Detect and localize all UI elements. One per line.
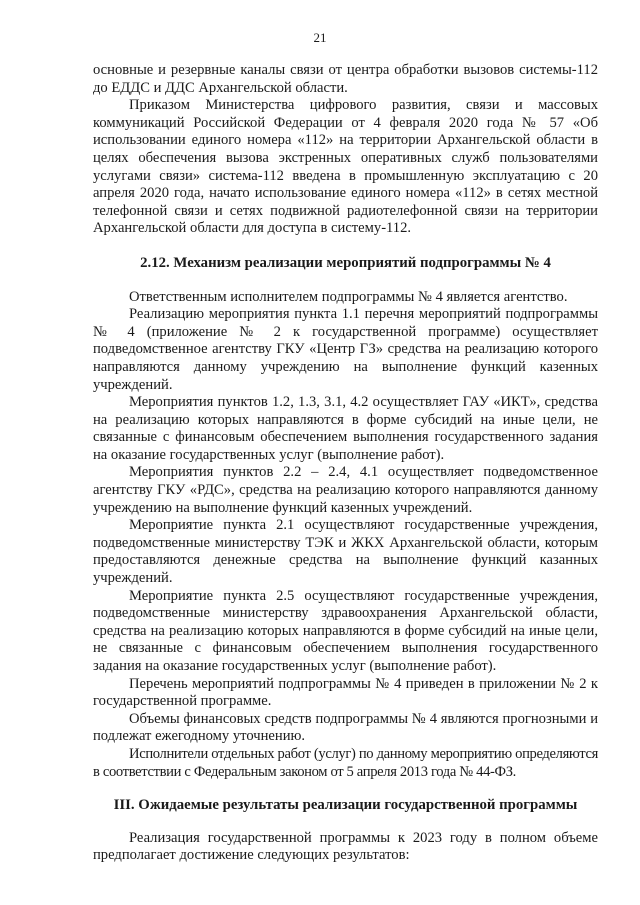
paragraph: Приказом Министерства цифрового развития, связи и массовых коммуникаций Российской Федерации от 4 февраля 2020 года № 57 «Об использовании единого номера «112» на территории Архангельской области в целях обеспечения вызова экстренных оперативных служб пользователями услугами связи» система-112 введена в промышленную эксплуатацию с 20 апреля 2020 года, начато использование единого номера «112» в сетях местной телефонной связи и сетях подвижной радиотелефонной связи на территории Архангельской области для доступа в систему-112.	[93, 97, 598, 237]
paragraph: Реализация государственной программы к 2023 году в полном объеме предполагает достижение следующих результатов:	[93, 829, 598, 864]
paragraph: Мероприятия пунктов 2.2 – 2.4, 4.1 осуществляет подведомственное агентству ГКУ «РДС», средства на реализацию которого направляются данному учреждению на выполнение функций казенных учреждений.	[93, 464, 598, 516]
paragraph: основные и резервные каналы связи от центра обработки вызовов системы-112 до ЕДДС и ДДС Архангельской области.	[93, 62, 598, 96]
paragraph: Ответственным исполнителем подпрограммы № 4 является агентство.	[129, 288, 568, 305]
paragraph: Объемы финансовых средств подпрограммы № 4 являются прогнозными и подлежат ежегодному уточнению.	[93, 710, 598, 745]
section-heading-2-12: 2.12. Механизм реализации мероприятий подпрограммы № 4	[140, 254, 551, 271]
paragraph: Перечень мероприятий подпрограммы № 4 приведен в приложении № 2 к государственной программе.	[93, 675, 598, 710]
page-content	[93, 62, 598, 865]
section-heading-iii: III. Ожидаемые результаты реализации государственной программы	[113, 797, 578, 814]
paragraph: Исполнители отдельных работ (услуг) по данному мероприятию определяются в соответствии с Федеральным законом от 5 апреля 2013 года № 44-ФЗ.	[93, 745, 598, 780]
paragraph: Мероприятие пункта 2.1 осуществляют государственные учреждения, подведомственные министерству ТЭК и ЖКХ Архангельской области, которым предоставляются денежные средства на выполнение функций казанных учреждений.	[93, 517, 598, 587]
paragraph: Мероприятия пунктов 1.2, 1.3, 3.1, 4.2 осуществляет ГАУ «ИКТ», средства на реализацию которых направляются в форме субсидий на иные цели, не связанные с финансовым обеспечением выполнения государственного задания на оказание государственных услуг (выполнение работ).	[93, 394, 598, 463]
page-number: 21	[313, 30, 327, 45]
paragraph: Мероприятие пункта 2.5 осуществляют государственные учреждения, подведомственные министерству здравоохранения Архангельской области, средства на реализацию которых направляются в форме субсидий на иные цели, не связанные с финансовым обеспечением выполнения государственного задания на оказание государственных услуг (выполнение работ).	[93, 587, 598, 674]
paragraph: Реализацию мероприятия пункта 1.1 перечня мероприятий подпрограммы № 4 (приложение № 2 к государственной программе) осуществляет подведомственное агентству ГКУ «Центр ГЗ» средства на реализацию которого направляются данному учреждению на выполнение функций казенных учреждений.	[93, 306, 598, 393]
